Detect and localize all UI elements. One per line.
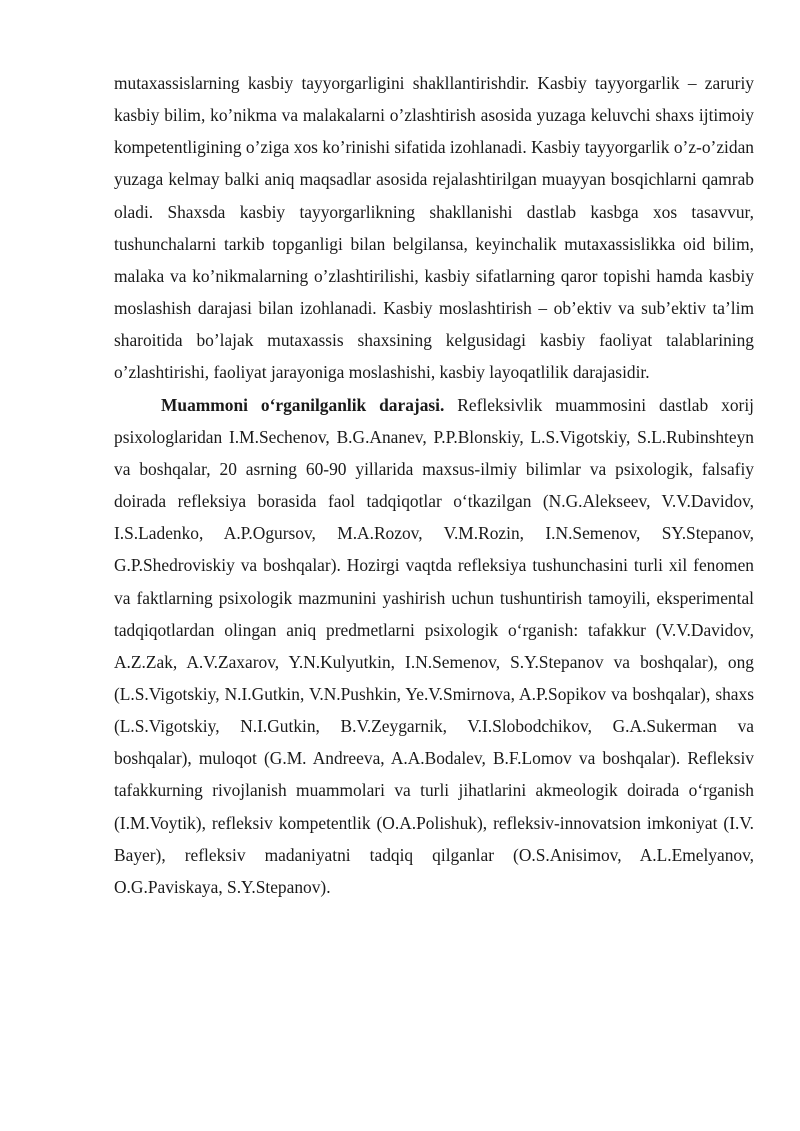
paragraph-1-text: mutaxassislarning kasbiy tayyorgarligini shakllantirishdir. Kasbiy tayyorgarlik – zaruriy kasbiy bilim, ko’nikma va malakalarni o’zlashtirish asosida yuzaga keluvchi shaxs ijtimoiy kompetentligining o’ziga xos ko’rinishi sifatida izohlanadi. Kasbiy tayyorgarlik o’z-o’zidan yuzaga kelmay balki aniq maqsadlar asosida rejalashtirilgan muayyan bosqichlarni qamrab oladi. Shaxsda kasbiy tayyorgarlikning shakllanishi dastlab kasbga xos tasavvur, tushunchalarni tarkib topganligi bilan belgilansa, keyinchalik mutaxassislikka oid bilim, malaka va ko’nikmalarning o’zlashtirilishi, kasbiy sifatlarning qaror topishi hamda kasbiy moslashish darajasi bilan izohlanadi. Kasbiy moslashtirish – ob’ektiv va sub’ektiv ta’lim sharoitida bo’lajak mutaxassis shaxsining kelgusidagi kasbiy faoliyat talablarining o’zlashtirishi, faoliyat jarayoniga moslashishi, kasbiy layoqatlilik darajasidir. xyxy=(114,73,754,383)
paragraph-1 xyxy=(114,67,754,389)
section-heading: Muammoni o‘rganilganlik darajasi. xyxy=(161,394,445,415)
paragraph-2 xyxy=(114,389,754,904)
document-page xyxy=(114,67,754,903)
paragraph-2-text: Refleksivlik muammosini dastlab xorij psixologlaridan I.M.Sechenov, B.G.Ananev, P.P.Blonskiy, L.S.Vigotskiy, S.L.Rubinshteyn va boshqalar, 20 asrning 60-90 yillarida maxsus-ilmiy bilimlar va psixologik, falsafiy doirada refleksiya borasida faol tadqiqotlar o‘tkazilgan (N.G.Alekseev, V.V.Davidov, I.S.Ladenko, A.P.Ogursov, M.A.Rozov, V.M.Rozin, I.N.Semenov, SY.Stepanov, G.P.Shedroviskiy va boshqalar). Hozirgi vaqtda refleksiya tushunchasini turli xil fenomen va faktlarning psixologik mazmunini yashirish uchun tushuntirish tamoyili, eksperimental tadqiqotlardan olingan aniq predmetlarni psixologik o‘rganish: tafakkur (V.V.Davidov, A.Z.Zak, A.V.Zaxarov, Y.N.Kulyutkin, I.N.Semenov, S.Y.Stepanov va boshqalar), ong (L.S.Vigotskiy, N.I.Gutkin, V.N.Pushkin, Ye.V.Smirnova, A.P.Sopikov va boshqalar), shaxs (L.S.Vigotskiy, N.I.Gutkin, B.V.Zeygarnik, V.I.Slobodchikov, G.A.Sukerman va boshqalar), muloqot (G.M. Andreeva, A.A.Bodalev, B.F.Lomov va boshqalar). Refleksiv tafakkurning rivojlanish muammolari va turli jihatlarini akmeologik doirada o‘rganish (I.M.Voytik), refleksiv kompetentlik (O.A.Polishuk), refleksiv-innovatsion imkoniyat (I.V. Bayer), refleksiv madaniyatni tadqiq qilganlar (O.S.Anisimov, A.L.Emelyanov, O.G.Paviskaya, S.Y.Stepanov). xyxy=(114,394,754,897)
